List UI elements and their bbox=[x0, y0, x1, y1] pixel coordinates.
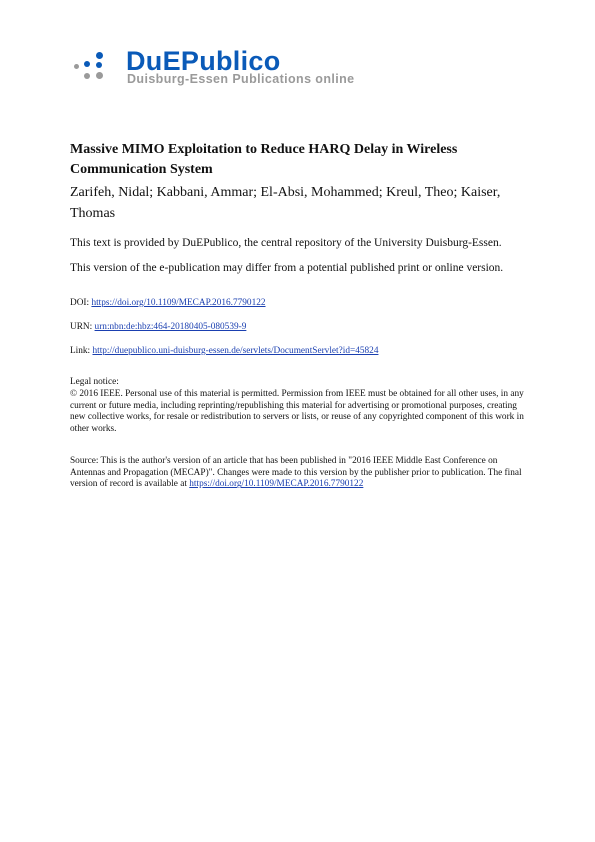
permalink-label: Link: bbox=[70, 346, 93, 356]
permalink-link[interactable]: http://duepublico.uni-duisburg-essen.de/servlets/DocumentServlet?id=45824 bbox=[92, 346, 379, 356]
logo-title: DuEPublico bbox=[126, 46, 281, 76]
urn-label: URN: bbox=[70, 322, 95, 332]
logo-dots-icon bbox=[70, 46, 110, 86]
permalink-line bbox=[70, 346, 378, 356]
urn-link[interactable]: urn:nbn:de:hbz:464-20180405-080539-9 bbox=[94, 322, 247, 332]
duepublico-logo bbox=[70, 46, 370, 91]
source-text: Source: This is the author's version of an article that has been published in "2016 IEEE Middle East Conference on Antennas and Propagation (MECAP)". Changes were made to this version by the publisher prior to publication. The final version of record is available at bbox=[70, 456, 522, 490]
legal-notice-text: © 2016 IEEE. Personal use of this material is permitted. Permission from IEEE must be obtained for all other uses, in any current or future media, including reprinting/republishing this material for advertising or promotional purposes, creating new collective works, for resale or redistribution to servers or lists, or reuse of any copyrighted component of this work in other works. bbox=[70, 389, 524, 435]
version-note-text: This version of the e-publication may differ from a potential published print or online version. bbox=[70, 262, 504, 274]
doi-link[interactable]: https://doi.org/10.1109/MECAP.2016.7790122 bbox=[91, 298, 266, 308]
doi-line bbox=[70, 298, 266, 308]
doi-label: DOI: bbox=[70, 298, 92, 308]
logo-subtitle: Duisburg-Essen Publications online bbox=[127, 72, 355, 86]
provided-by-text: This text is provided by DuEPublico, the central repository of the University Duisburg-Essen. bbox=[70, 237, 502, 249]
publication-authors: Zarifeh, Nidal; Kabbani, Ammar; El-Absi, Mohammed; Kreul, Theo; Kaiser, Thomas bbox=[70, 185, 501, 221]
source-doi-link[interactable]: https://doi.org/10.1109/MECAP.2016.7790122 bbox=[189, 479, 364, 490]
publication-title: Massive MIMO Exploitation to Reduce HARQ Delay in Wireless Communication System bbox=[70, 142, 458, 177]
urn-line bbox=[70, 322, 246, 332]
legal-heading: Legal notice: bbox=[70, 377, 119, 387]
source-note bbox=[70, 456, 532, 491]
